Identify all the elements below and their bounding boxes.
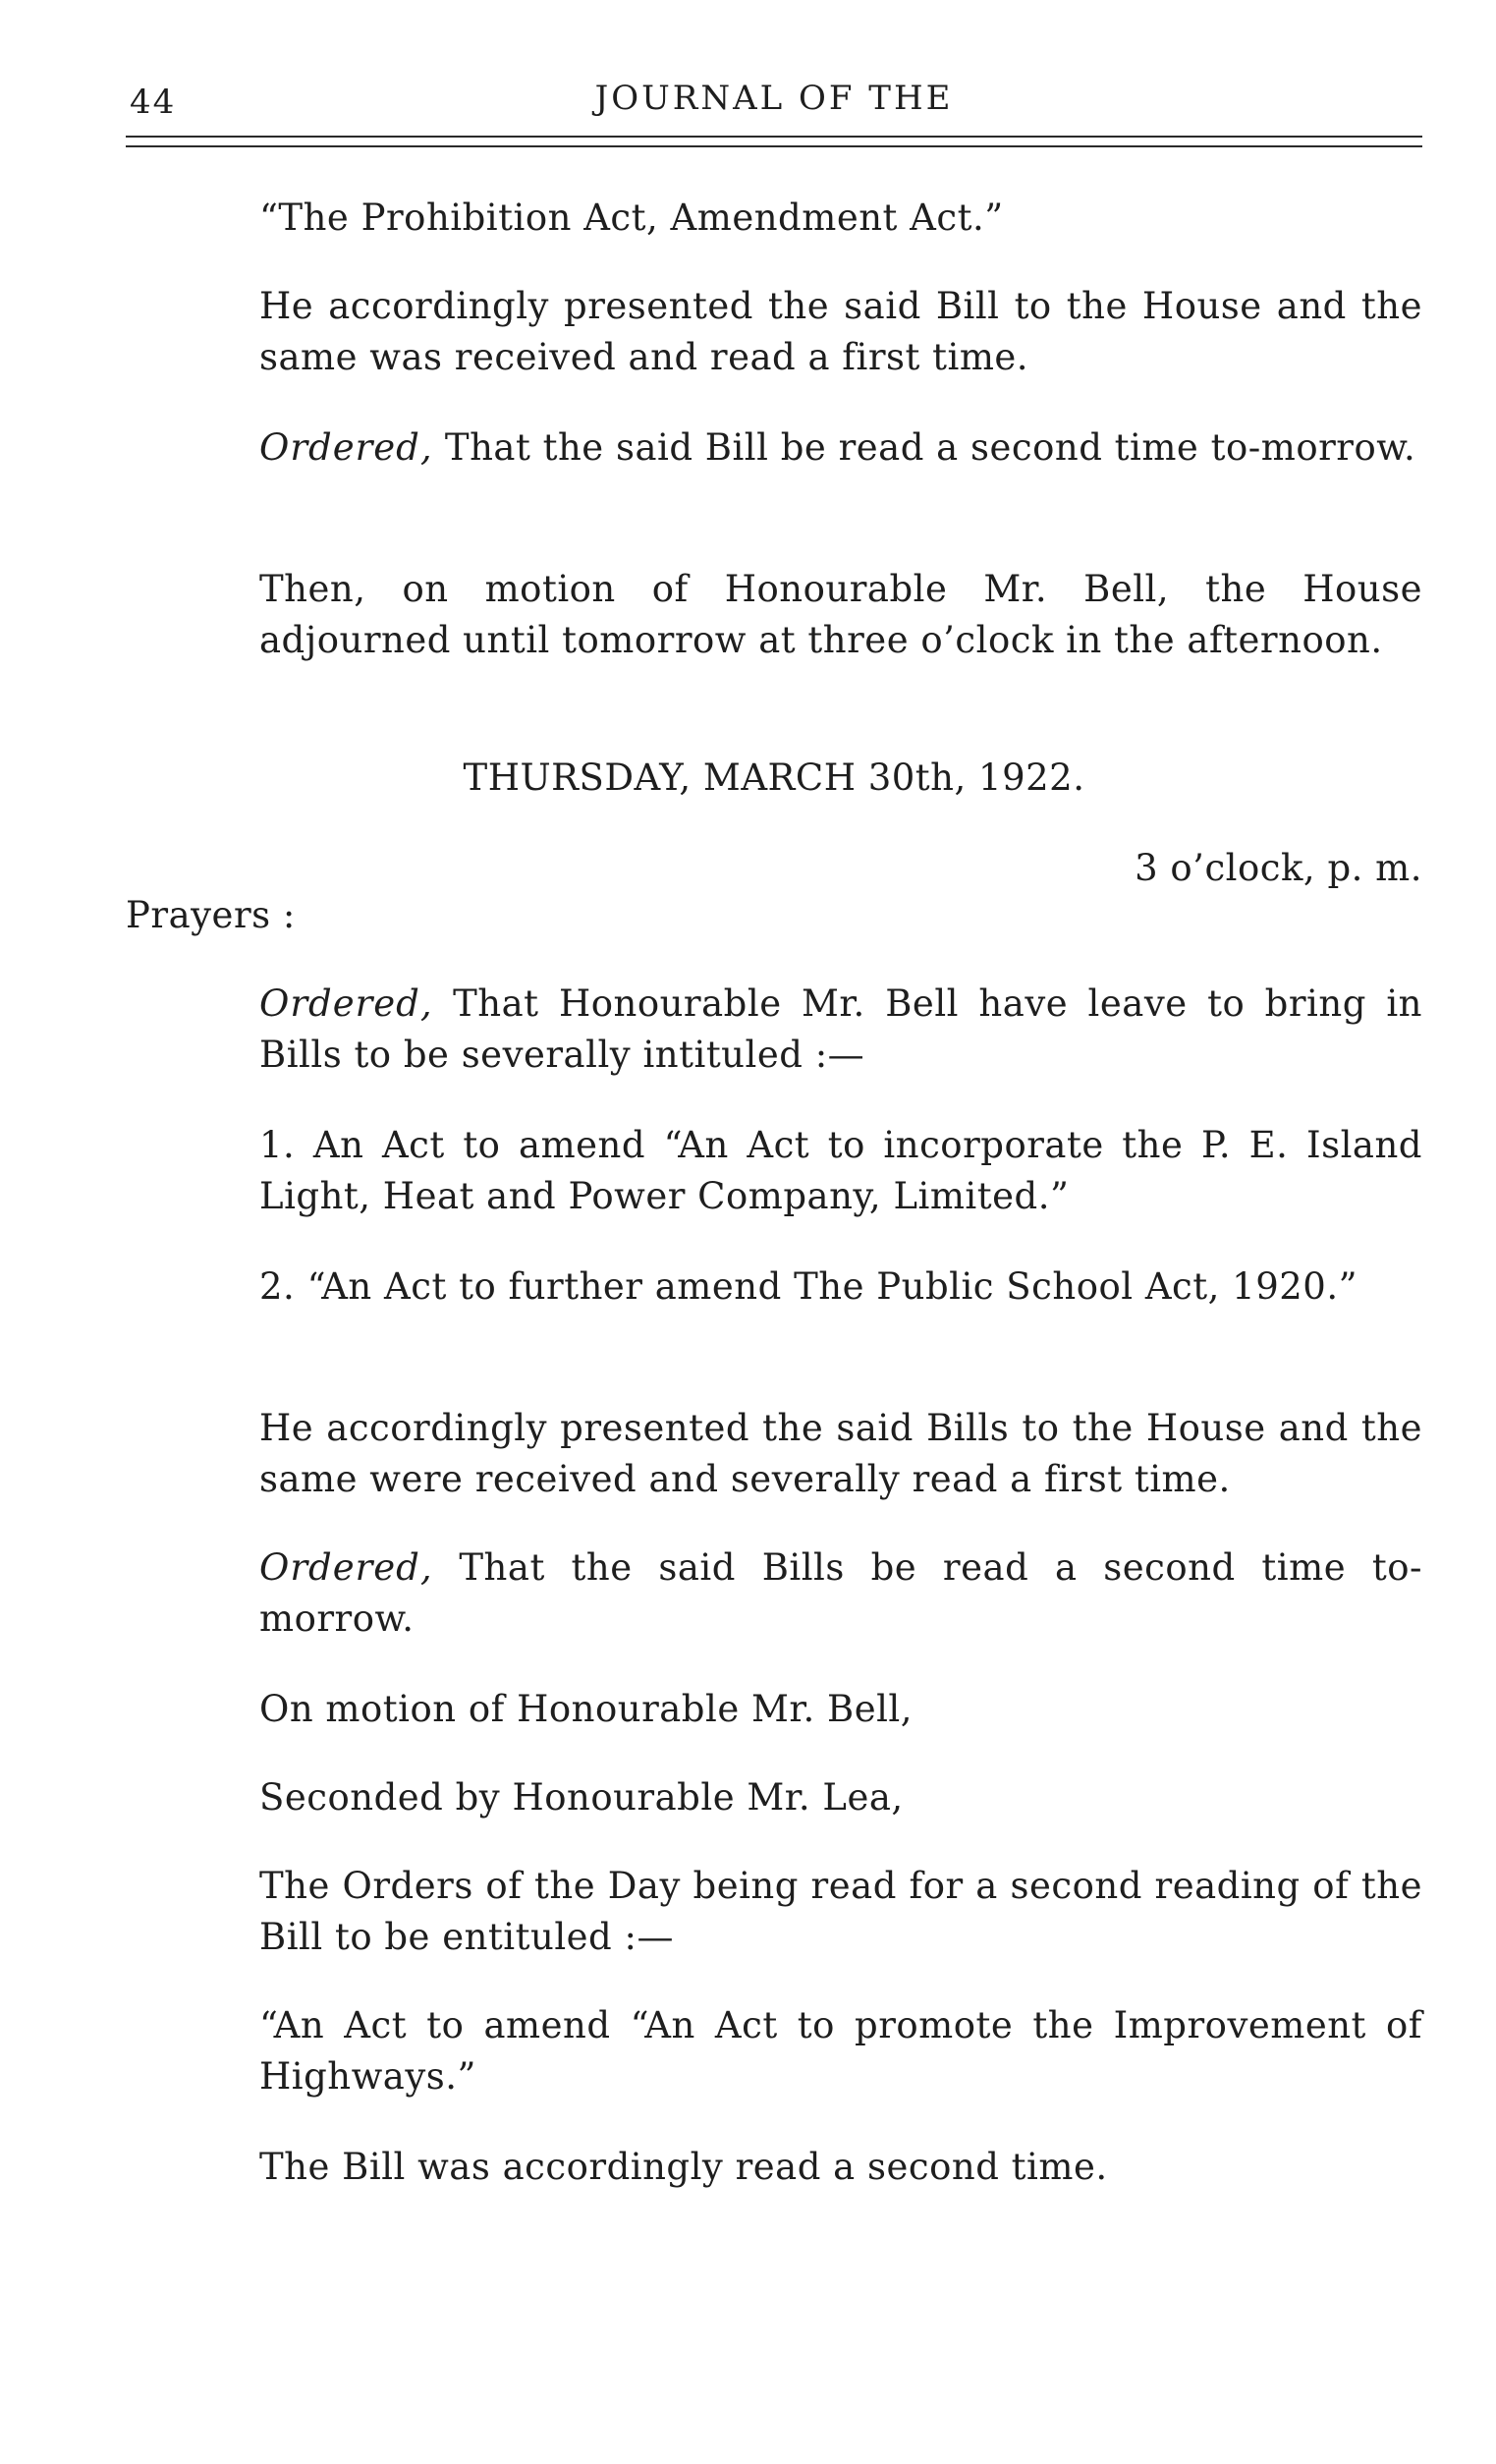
header-rule-top (126, 136, 1422, 138)
ordered-text: That the said Bill be read a second time to-morrow. (432, 426, 1416, 469)
bills-presented-paragraph (126, 1403, 1422, 1505)
ordered-label: Ordered, (259, 426, 433, 469)
seconded-line (126, 1772, 1422, 1823)
ordered-second-reading-paragraph (126, 422, 1422, 474)
session-time: 3 o’clock, p. m. (1135, 847, 1422, 889)
ordered-bills-second-reading-paragraph (126, 1542, 1422, 1645)
paragraph-text (126, 979, 1422, 1081)
page-number: 44 (130, 83, 177, 122)
leave-to-bring-bills-paragraph (126, 979, 1422, 1081)
paragraph-text: Then, on motion of Honourable Mr. Bell, the House adjourned until tomorrow at three o’clock in the afternoon. (259, 568, 1422, 661)
header-rule-bottom (126, 145, 1422, 147)
second-reading-paragraph (126, 2142, 1422, 2193)
paragraph-text: The Orders of the Day being read for a second reading of the Bill to be entituled :— (259, 1865, 1422, 1958)
paragraph-text: “The Prohibition Act, Amendment Act.” (259, 196, 1004, 239)
paragraph-text: Seconded by Honourable Mr. Lea, (259, 1776, 904, 1819)
ordered-text: That the said Bills be read a second time to-morrow. (259, 1546, 1422, 1640)
paragraph-text: He accordingly presented the said Bill to the House and the same was received and read a first time. (259, 285, 1422, 378)
ordered-label: Ordered, (259, 1546, 433, 1589)
adjournment-paragraph (126, 564, 1422, 666)
prayers-line: Prayers : (126, 894, 296, 936)
running-title: JOURNAL OF THE (594, 79, 954, 118)
highways-bill-title-paragraph (126, 2000, 1422, 2102)
running-head (126, 71, 1422, 130)
paragraph-text (126, 1542, 1422, 1645)
ordered-label: Ordered, (259, 982, 433, 1025)
paragraph-text: The Bill was accordingly read a second time. (259, 2146, 1108, 2188)
paragraph-text (126, 422, 1422, 474)
paragraph-text: “An Act to amend “An Act to promote the Improvement of Highways.” (259, 2004, 1422, 2098)
paragraph-text: He accordingly presented the said Bills to the House and the same were received and severally read a first time. (259, 1407, 1422, 1500)
date-heading: THURSDAY, MARCH 30th, 1922. (463, 756, 1085, 799)
motion-line (126, 1684, 1422, 1735)
bill-presented-paragraph (126, 281, 1422, 383)
paragraph-text: 2. “An Act to further amend The Public School Act, 1920.” (259, 1265, 1358, 1308)
paragraph-text: 1. An Act to amend “An Act to incorporate the P. E. Island Light, Heat and Power Company, Limited.” (259, 1124, 1422, 1217)
bill-item-2 (126, 1261, 1422, 1313)
bill-title-paragraph (126, 193, 1422, 244)
bill-item-1 (126, 1120, 1422, 1222)
ordered-text: That Honourable Mr. Bell have leave to bring in Bills to be severally intituled :— (259, 982, 1422, 1076)
paragraph-text: On motion of Honourable Mr. Bell, (259, 1688, 914, 1730)
orders-of-the-day-paragraph (126, 1861, 1422, 1963)
